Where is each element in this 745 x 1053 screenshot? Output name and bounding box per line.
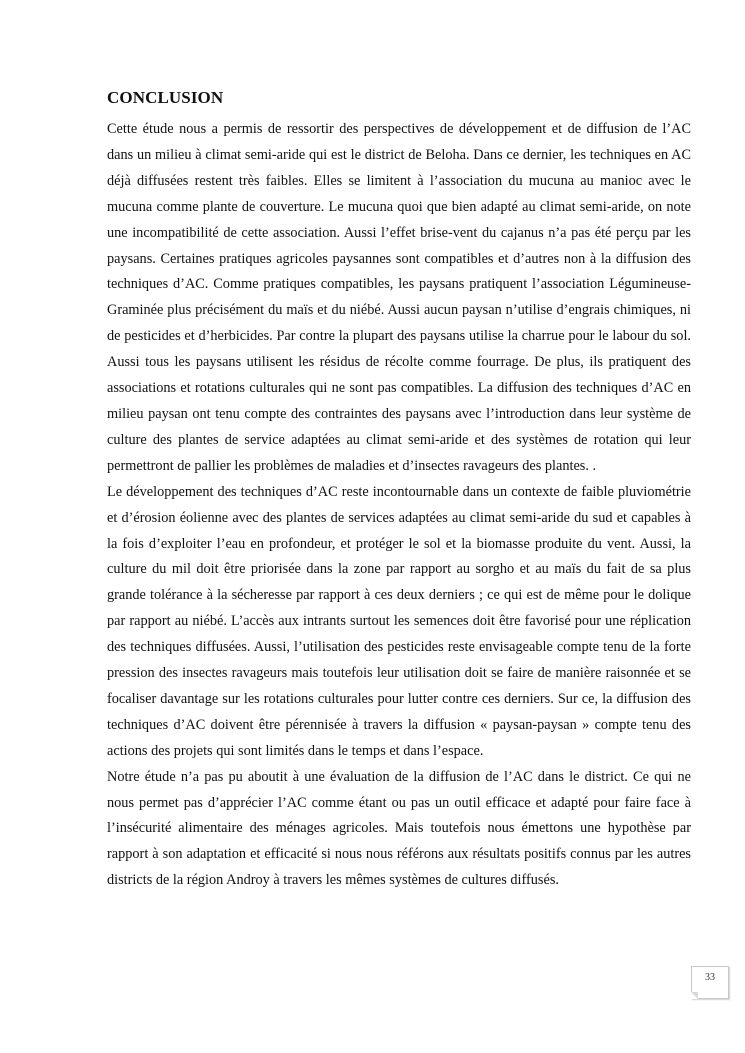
page-number: 33	[705, 972, 715, 983]
section-heading: CONCLUSION	[107, 88, 224, 107]
page-curl-decoration	[691, 992, 698, 999]
paragraph-2: Le développement des techniques d’AC reste incontournable dans un contexte de faible pluviométrie et d’érosion éolienne avec des plantes de services adaptées au climat semi-aride du sud et capables à la fois d’exploiter l’eau en profondeur, et protéger le sol et la biomasse produite du vent. Aussi, la culture du mil doit être priorisée dans la zone par rapport au sorgho et au maïs du fait de sa plus grande tolérance à la sécheresse par rapport à ces deux derniers ; ce qui est de même pour le dolique par rapport au niébé. L’accès aux intrants surtout les semences doit être favorisé pour une réplication des techniques diffusées. Aussi, l’utilisation des pesticides reste envisageable compte tenu de la forte pression des insectes ravageurs mais toutefois leur utilisation doit se faire de manière raisonnée et se focaliser davantage sur les rotations culturales pour lutter contre ces derniers. Sur ce, la diffusion des techniques d’AC doivent être pérennisée à travers la diffusion « paysan-paysan » compte tenu des actions des projets qui sont limités dans le temps et dans l’espace.	[107, 483, 691, 759]
conclusion-body	[107, 117, 691, 894]
page-number-badge	[691, 966, 729, 999]
paragraph-1: Cette étude nous a permis de ressortir des perspectives de développement et de diffusion de l’AC dans un milieu à climat semi-aride qui est le district de Beloha. Dans ce dernier, les techniques en AC déjà diffusées restent très faibles. Elles se limitent à l’association du mucuna au manioc avec le mucuna comme plante de couverture. Le mucuna quoi que bien adapté au climat semi-aride, on note une incompatibilité de cette association. Aussi l’effet brise-vent du cajanus n’a pas été perçu par les paysans. Certaines pratiques agricoles paysannes sont compatibles et d’autres non à la diffusion des techniques d’AC. Comme pratiques compatibles, les paysans pratiquent l’association Légumineuse-Graminée plus précisément du maïs et du niébé. Aussi aucun paysan n’utilise d’engrais chimiques, ni de pesticides et d’herbicides. Par contre la plupart des paysans utilise la charrue pour le labour du sol. Aussi tous les paysans utilisent les résidus de récolte comme fourrage. De plus, ils pratiquent des associations et rotations culturales qui ne sont pas compatibles. La diffusion des techniques d’AC en milieu paysan ont tenu compte des contraintes des paysans avec l’introduction dans leur système de culture des plantes de service adaptées au climat semi-aride et des systèmes de rotation qui leur permettront de pallier les problèmes de maladies et d’insectes ravageurs des plantes. .	[107, 121, 691, 474]
paragraph-3: Notre étude n’a pas pu aboutit à une évaluation de la diffusion de l’AC dans le district. Ce qui ne nous permet pas d’apprécier l’AC comme étant ou pas un outil efficace et adapté pour faire face à l’insécurité alimentaire des ménages agricoles. Mais toutefois nous émettons une hypothèse par rapport à son adaptation et efficacité si nous nous référons aux résultats positifs connus par les autres districts de la région Androy à travers les mêmes systèmes de cultures diffusés.	[107, 768, 691, 889]
